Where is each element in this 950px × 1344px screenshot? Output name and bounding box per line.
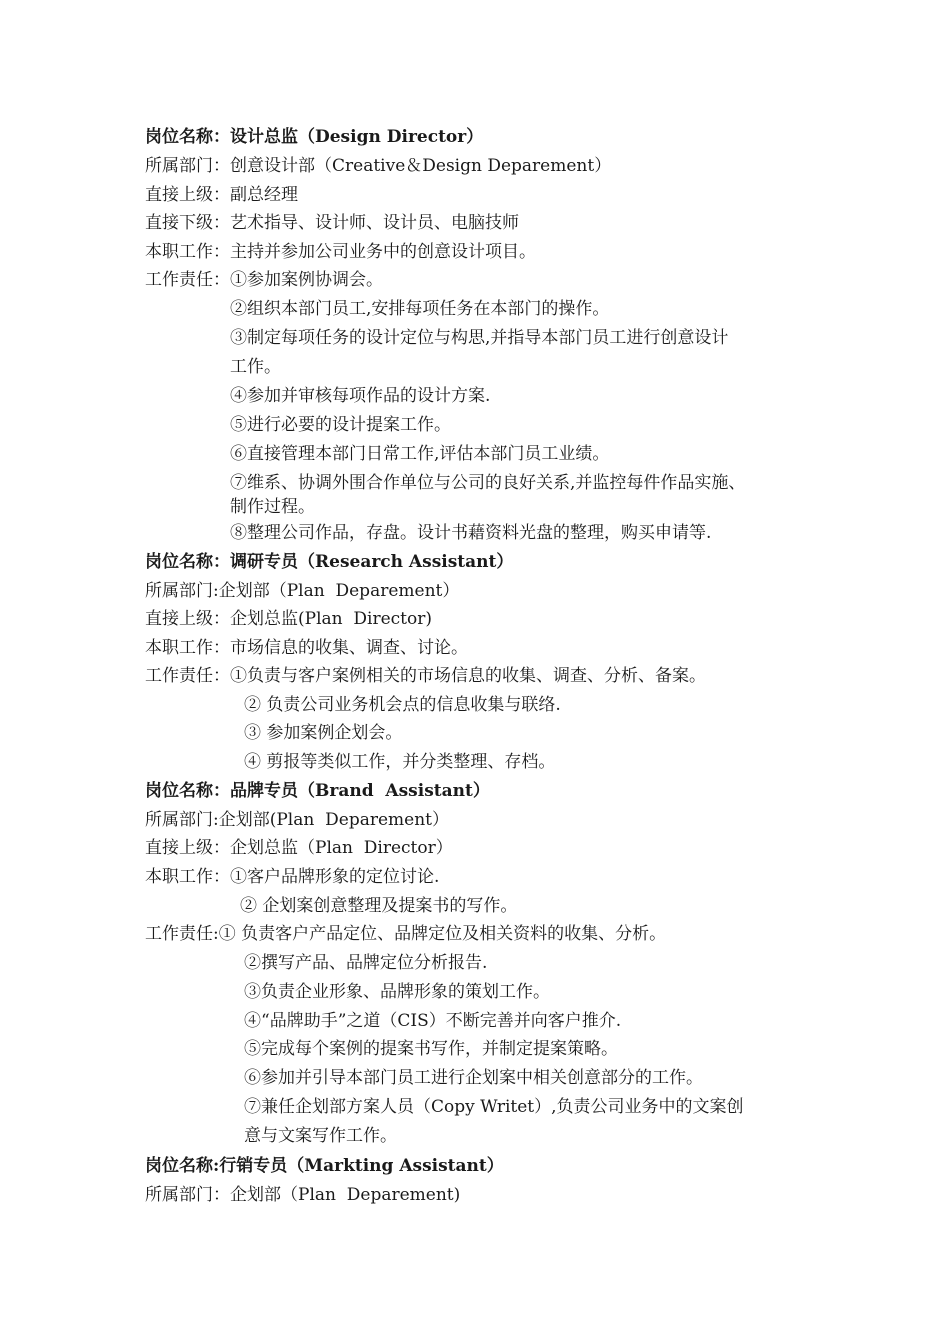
- department-line: 所属部门:企划部（Plan Deparement）: [145, 581, 460, 601]
- responsibility-item: ⑦维系、协调外围合作单位与公司的良好关系,并监控每件作品实施、: [230, 473, 746, 493]
- responsibility-item: ②撰写产品、品牌定位分析报告.: [244, 953, 488, 973]
- responsibility-item: ④“品牌助手”之道（CIS）不断完善并向客户推介.: [244, 1011, 622, 1031]
- responsibility-item: ⑧整理公司作品，存盘。设计书藉资料光盘的整理，购买申请等.: [230, 523, 712, 543]
- main-duty-line: 本职工作：①客户品牌形象的定位讨论.: [145, 867, 440, 887]
- responsibility-item: ③ 参加案例企划会。: [244, 723, 403, 743]
- subordinate-line: 直接下级：艺术指导、设计师、设计员、电脑技师: [145, 213, 519, 233]
- responsibility-item: ③负责企业形象、品牌形象的策划工作。: [244, 982, 550, 1002]
- responsibility-item-continued: 意与文案写作工作。: [244, 1126, 397, 1146]
- superior-line: 直接上级：副总经理: [145, 185, 298, 205]
- department-line: 所属部门：企划部（Plan Deparement): [145, 1185, 461, 1205]
- responsibility-item: ② 负责公司业务机会点的信息收集与联络.: [244, 695, 561, 715]
- responsibility-item: ④参加并审核每项作品的设计方案.: [230, 386, 491, 406]
- responsibility-item-continued: 制作过程。: [230, 497, 315, 517]
- responsibility-item: ③制定每项任务的设计定位与构思,并指导本部门员工进行创意设计: [230, 328, 729, 348]
- responsibility-item: ④ 剪报等类似工作，并分类整理、存档。: [244, 752, 556, 772]
- responsibility-item: ⑤进行必要的设计提案工作。: [230, 415, 451, 435]
- superior-line: 直接上级：企划总监(Plan Director): [145, 609, 432, 629]
- department-line: 所属部门：创意设计部（Creative＆Design Deparement）: [145, 156, 612, 176]
- responsibility-line: 工作责任：①负责与客户案例相关的市场信息的收集、调查、分析、备案。: [145, 666, 706, 686]
- job-title-research-assistant: 岗位名称：调研专员（Research Assistant）: [145, 552, 514, 572]
- superior-line: 直接上级：企划总监（Plan Director）: [145, 838, 453, 858]
- job-title-design-director: 岗位名称：设计总监（Design Director）: [145, 127, 484, 147]
- main-duty-line: 本职工作：市场信息的收集、调查、讨论。: [145, 638, 468, 658]
- job-title-brand-assistant: 岗位名称：品牌专员（Brand Assistant）: [145, 781, 490, 801]
- main-duty-item: ② 企划案创意整理及提案书的写作。: [240, 896, 518, 916]
- responsibility-item: ②组织本部门员工,安排每项任务在本部门的操作。: [230, 299, 610, 319]
- responsibility-line: 工作责任:① 负责客户产品定位、品牌定位及相关资料的收集、分析。: [145, 924, 667, 944]
- main-duty-line: 本职工作：主持并参加公司业务中的创意设计项目。: [145, 242, 536, 262]
- responsibility-item: ⑦兼任企划部方案人员（Copy Writet）,负责公司业务中的文案创: [244, 1097, 744, 1117]
- responsibility-item: ⑥参加并引导本部门员工进行企划案中相关创意部分的工作。: [244, 1068, 703, 1088]
- responsibility-item: ⑤完成每个案例的提案书写作，并制定提案策略。: [244, 1039, 618, 1059]
- responsibility-line: 工作责任：①参加案例协调会。: [145, 270, 383, 290]
- department-line: 所属部门:企划部(Plan Deparement）: [145, 810, 449, 830]
- job-title-marketing-assistant: 岗位名称:行销专员（Markting Assistant）: [145, 1156, 504, 1176]
- responsibility-item-continued: 工作。: [230, 357, 281, 377]
- responsibility-item: ⑥直接管理本部门日常工作,评估本部门员工业绩。: [230, 444, 610, 464]
